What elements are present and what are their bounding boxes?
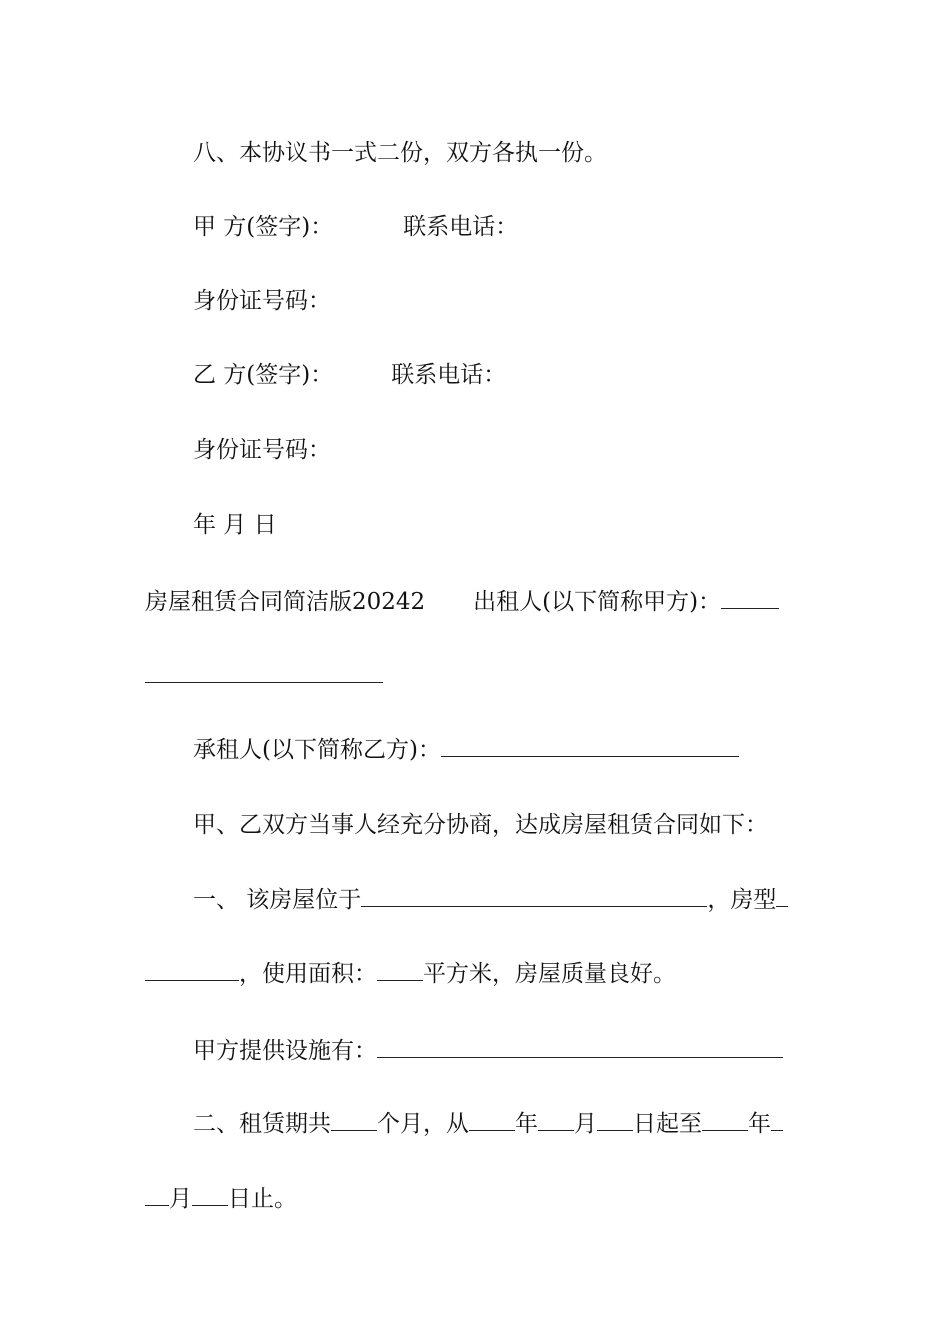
- lessor-label: 出租人(以下简称甲方)：: [473, 589, 722, 615]
- location-blank: [361, 884, 707, 907]
- facilities-line: [193, 1035, 783, 1066]
- area-unit: 平方米，房屋质量良好。: [423, 961, 676, 987]
- party-a-id-label: 身份证号码：: [193, 288, 331, 314]
- facilities-blank: [377, 1035, 783, 1058]
- end-year-blank: [702, 1108, 748, 1131]
- end-day-label: 日止。: [228, 1186, 297, 1212]
- room-type-blank: [776, 884, 788, 907]
- start-month-label: 月: [574, 1111, 597, 1137]
- term-months-blank: [331, 1108, 377, 1131]
- area-label: ，使用面积：: [239, 961, 377, 987]
- term-label: 二、租赁期共: [193, 1111, 331, 1137]
- facilities-label: 甲方提供设施有：: [193, 1038, 377, 1064]
- clause-1-location: [193, 884, 788, 915]
- party-a-phone-label: 联系电话：: [403, 214, 519, 240]
- end-month-label: 月: [169, 1186, 192, 1212]
- start-year-blank: [469, 1108, 515, 1131]
- party-b-id-label: 身份证号码：: [193, 437, 331, 463]
- area-blank: [377, 958, 423, 981]
- start-month-blank: [538, 1108, 574, 1131]
- room-type-label: ，房型: [707, 887, 777, 913]
- end-month-blank: [771, 1108, 783, 1131]
- clause-2-term: [193, 1108, 783, 1139]
- start-day-blank: [597, 1108, 633, 1131]
- lessor-blank-2: [145, 660, 383, 683]
- party-b-phone-label: 联系电话：: [391, 362, 507, 388]
- term-months-label: 个月，从: [377, 1111, 469, 1137]
- party-a-signature-line: [193, 212, 518, 242]
- lessor-blank: [721, 586, 779, 609]
- contract-title-line: [145, 586, 779, 617]
- lessee-line: [193, 734, 739, 765]
- contract-title: 房屋租赁合同简洁版20242: [145, 589, 426, 615]
- room-type-blank-2: [145, 958, 239, 981]
- lessee-blank: [441, 734, 739, 757]
- date-line: 年 月 日: [193, 512, 277, 538]
- clause-2-end: [145, 1183, 297, 1214]
- party-b-signature-line: [193, 360, 506, 390]
- lessor-blank-continued: [145, 660, 383, 691]
- party-b-sign-label: 乙 方(签字)：: [193, 362, 334, 388]
- location-label: 一、 该房屋位于: [193, 887, 362, 913]
- lessee-label: 承租人(以下简称乙方)：: [193, 737, 441, 763]
- end-year-label: 年: [748, 1111, 771, 1137]
- start-day-label: 日起至: [633, 1111, 702, 1137]
- clause-1-area: [145, 958, 676, 989]
- party-a-sign-label: 甲 方(签字)：: [193, 214, 334, 240]
- end-day-blank: [192, 1183, 228, 1206]
- clause-copies: 八、本协议书一式二份，双方各执一份。: [193, 140, 607, 166]
- end-month-blank-2: [145, 1183, 169, 1206]
- start-year-label: 年: [515, 1111, 538, 1137]
- agreement-intro: 甲、乙双方当事人经充分协商，达成房屋租赁合同如下：: [193, 812, 768, 838]
